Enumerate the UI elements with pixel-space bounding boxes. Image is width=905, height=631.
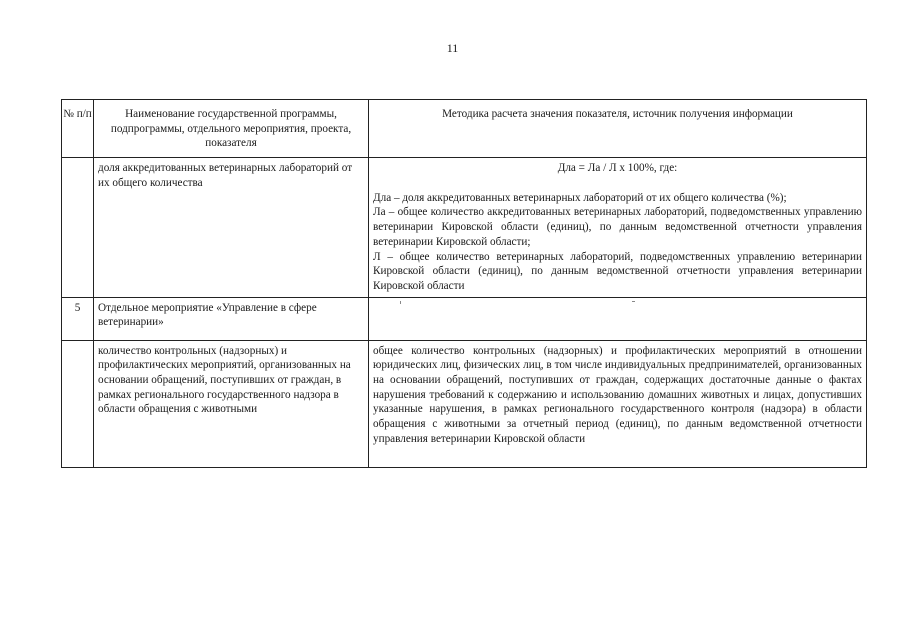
scan-speck: [632, 301, 635, 302]
row-name: Отдельное мероприятие «Управление в сфере ветеринарии»: [94, 297, 369, 340]
table-header-row: [62, 100, 867, 158]
formula: Дла = Ла / Л х 100%, где:: [557, 162, 678, 174]
scan-speck: [400, 301, 401, 304]
method-line: Дла – доля аккредитованных ветеринарных лабораторий от их общего количества (%);: [373, 191, 787, 204]
method-line: Ла – общее количество аккредитованных ветеринарных лабораторий, подведомственных управлению ветеринарии Кировской области (единиц), по данным ведомственной отчетности управления ветеринарии Кировской области;: [373, 206, 862, 248]
row-method: [369, 158, 867, 298]
row-name: количество контрольных (надзорных) и профилактических мероприятий, организованных на основании обращений, поступивших от граждан, в рамках регионального государственного надзора в области обращения с животными: [94, 340, 369, 467]
row-method: [369, 297, 867, 340]
row-num: [62, 158, 94, 298]
row-method: общее количество контрольных (надзорных) и профилактических мероприятий в отношении юридических лиц, физических лиц, в том числе индивидуальных предпринимателей, организованных на основании обращений, поступивших от граждан, содержащих достаточные данные о фактах нарушения требований к содержанию и использованию домашних животных и лицах, допустивших указанные нарушения, в рамках регионального государственного контроля (надзора) в области обращения с животными за отчетный период (единиц), по данным ведомственной отчетности управления ветеринарии Кировской области: [369, 340, 867, 467]
page-number: 11: [446, 41, 459, 55]
header-num: № п/п: [62, 100, 94, 158]
indicator-methodology-table: [61, 99, 867, 468]
method-line: Л – общее количество ветеринарных лабораторий, подведомственных управлению ветеринарии Кировской области (единиц), по данным ведомственной отчетности управления ветеринарии Кировской области: [373, 250, 862, 292]
table-row: [62, 158, 867, 298]
table-row: [62, 340, 867, 467]
row-num: [62, 340, 94, 467]
header-name: Наименование государственной программы, подпрограммы, отдельного мероприятия, проекта, показателя: [94, 100, 369, 158]
row-num: 5: [62, 297, 94, 340]
table-row: [62, 297, 867, 340]
row-name: доля аккредитованных ветеринарных лабораторий от их общего количества: [94, 158, 369, 298]
header-method: Методика расчета значения показателя, источник получения информации: [369, 100, 867, 158]
